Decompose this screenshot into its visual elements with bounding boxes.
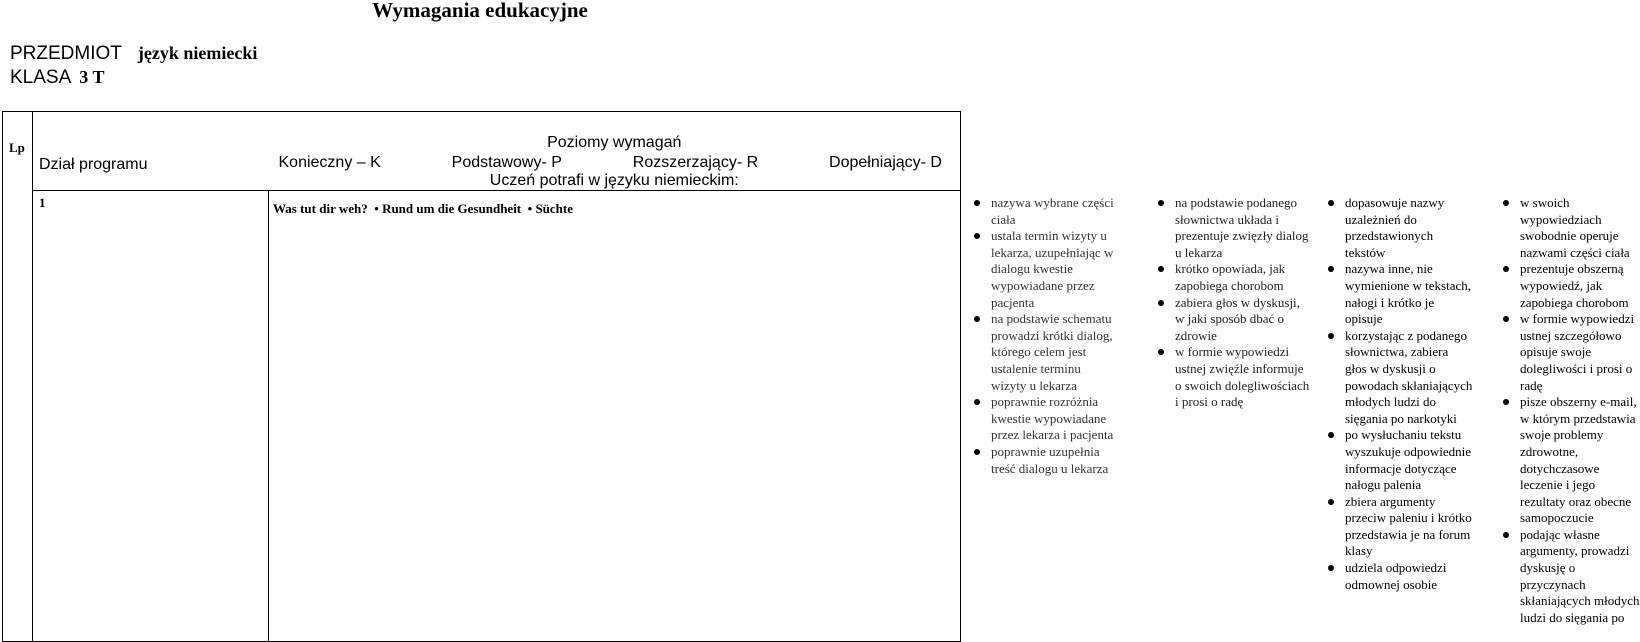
row-number: 1 [33,191,269,642]
rozszerzajacy-column [1323,195,1473,593]
requirement-item: ustala termin wizyty u lekarza, uzupełniając w dialogu kwestie wypowiadane przez pacjenta [969,228,1119,311]
podstawowy-column [1153,195,1311,411]
requirement-item: po wysłuchaniu tekstu wyszukuje odpowiednie informacje dotyczące nałogu palenia [1323,427,1473,493]
requirement-item: w formie wypowiedzi ustnej zwięźle informuje o swoich dolegliwościach i prosi o radę [1153,344,1311,410]
section-topic-c: Süchte [535,201,574,216]
page-title: Wymagania edukacyjne [372,0,588,22]
subject-value: język niemiecki [137,43,258,63]
levels-title: Poziomy wymagań [547,134,682,151]
class-label: KLASA [10,67,72,88]
requirement-item: udziela odpowiedzi odmownej osobie [1323,560,1473,593]
requirement-item: poprawnie uzupełnia treść dialogu u lekarza [969,444,1119,477]
level-rozszerzajacy: Rozszerzający- R [632,154,759,171]
subject-line [10,43,257,65]
class-line [10,67,104,89]
section-header: Dział programu [33,112,269,191]
requirement-item: nazywa wybrane części ciała [969,195,1119,228]
subject-label: PRZEDMIOT [10,43,122,64]
class-value: 3 T [79,67,105,87]
section-cell [269,191,961,642]
requirement-item: nazywa inne, nie wymienione w tekstach, nałogi i krótko je opisuje [1323,261,1473,327]
level-dopelniajacy: Dopełniający- D [829,154,942,171]
requirements-table [2,111,1640,642]
konieczny-column [969,195,1119,477]
requirement-item: zbiera argumenty przeciw paleniu i krótko przedstawia je na forum klasy [1323,494,1473,560]
requirement-item: na podstawie schematu prowadzi krótki dialog, którego celem jest ustalenie terminu wizyty u lekarza [969,311,1119,394]
level-podstawowy: Podstawowy- P [451,154,562,171]
requirement-item: dopasowuje nazwy uzależnień do przedstawionych tekstów [1323,195,1473,261]
section-topic-a: Was tut dir weh? [273,201,368,216]
requirement-item: prezentuje obszerną wypowiedź, jak zapobiega chorobom [1498,261,1640,311]
levels-header [269,112,961,191]
bullet-icon: • [524,201,536,216]
requirement-item: pisze obszerny e-mail, w którym przedstawia swoje problemy zdrowotne, dotychczasowe leczenie i jego rezultaty oraz obecne samopoczucie [1498,394,1640,527]
header-row [3,112,961,191]
lp-header: Lp [3,112,33,642]
levels-list [269,154,961,172]
dopelniajacy-column [1498,195,1640,626]
requirement-item: na podstawie podanego słownictwa układa i prezentuje zwięzły dialog u lekarza [1153,195,1311,261]
requirement-item: w formie wypowiedzi ustnej szczegółowo opisuje swoje dolegliwości i prosi o radę [1498,311,1640,394]
requirement-item: poprawnie rozróżnia kwestie wypowiadane przez lekarza i pacjenta [969,394,1119,444]
requirement-item: korzystając z podanego słownictwa, zabiera głos w dyskusji o powodach skłaniających młodych ludzi do sięgania po narkotyki [1323,328,1473,428]
requirement-item: krótko opowiada, jak zapobiega chorobom [1153,261,1311,294]
level-konieczny: Konieczny – K [278,154,381,171]
requirement-item: podając własne argumenty, prowadzi dyskusję o przyczynach skłaniających młodych ludzi do sięgania po [1498,527,1640,627]
student-can-caption: Uczeń potrafi w języku niemieckim: [489,172,739,189]
bullet-icon: • [371,201,383,216]
requirement-item: w swoich wypowiedziach swobodnie operuje nazwami części ciała [1498,195,1640,261]
table-row [3,191,961,642]
section-topic-b: Rund um die Gesundheit [382,201,522,216]
requirement-item: zabiera głos w dyskusji, w jaki sposób dbać o zdrowie [1153,295,1311,345]
